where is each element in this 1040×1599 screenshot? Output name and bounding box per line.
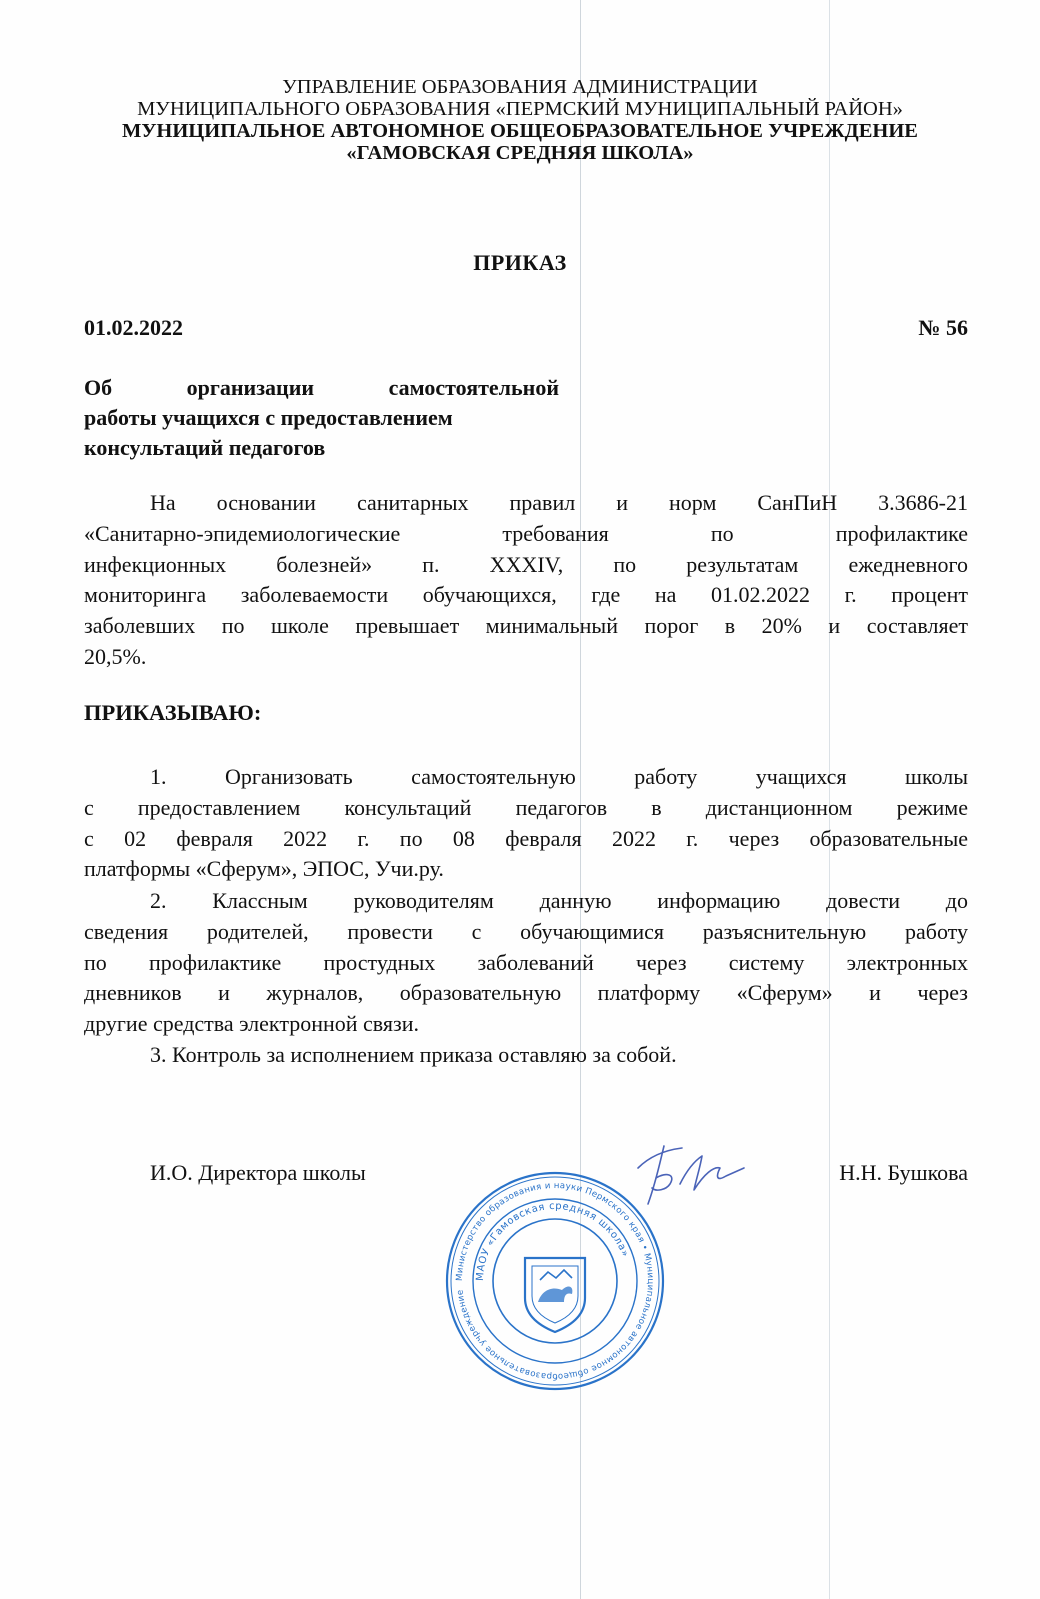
paragraph-line: с 02 февраля 2022 г. по 08 февраля 2022 г. через образовательные [84, 825, 968, 851]
signatory-role: И.О. Директора школы [150, 1160, 366, 1185]
seal-inner-text: МАОУ «Гамовская средняя школа» [474, 1200, 631, 1282]
header-line: МУНИЦИПАЛЬНОЕ АВТОНОМНОЕ ОБЩЕОБРАЗОВАТЕЛЬНОЕ УЧРЕЖДЕНИЕ [122, 120, 918, 142]
paragraph-line: сведения родителей, провести с обучающимися разъяснительную работу [84, 918, 968, 944]
document-title: ПРИКАЗ [473, 250, 567, 275]
paragraph-line: другие средства электронной связи. [84, 1011, 419, 1037]
order-heading: ПРИКАЗЫВАЮ: [84, 700, 262, 725]
paragraph-line: 20,5%. [84, 643, 147, 669]
paragraph-line: мониторинга заболеваемости обучающихся, где на 01.02.2022 г. процент [84, 582, 968, 608]
order-item-3 [84, 1040, 968, 1071]
paragraph-line: с предоставлением консультаций педагогов в дистанционном режиме [84, 794, 968, 820]
subject-line: консультаций педагогов [84, 435, 326, 460]
coat-of-arms-icon [525, 1258, 585, 1332]
header-line: «ГАМОВСКАЯ СРЕДНЯЯ ШКОЛА» [346, 142, 694, 164]
paragraph-line: 1. Организовать самостоятельную работу учащихся школы [150, 764, 968, 789]
document-date: 01.02.2022 [84, 315, 183, 340]
paragraph-line: заболевших по школе превышает минимальный порог в 20% и составляет [84, 613, 968, 639]
svg-text:МАОУ «Гамовская средняя школа» [475, 1201, 631, 1281]
subject-line: работы учащихся с предоставлением [84, 405, 453, 430]
order-item-1 [84, 762, 968, 885]
basis-paragraph [84, 488, 968, 673]
paragraph-line: по профилактике простудных заболеваний через систему электронных [84, 949, 968, 975]
paragraph-line: 2. Классным руководителям данную информацию довести до [150, 888, 968, 913]
subject-line: Об организации самостоятельной [84, 375, 559, 400]
paragraph-line: «Санитарно-эпидемиологические требования по профилактике [84, 520, 968, 546]
header-line: УПРАВЛЕНИЕ ОБРАЗОВАНИЯ АДМИНИСТРАЦИИ [282, 76, 758, 98]
order-subject [84, 373, 559, 463]
paragraph-line: 3. Контроль за исполнением приказа оставляю за собой. [150, 1042, 677, 1067]
paragraph-line: На основании санитарных правил и норм СанПиН 3.3686-21 [150, 490, 968, 515]
paragraph-line: платформы «Сферум», ЭПОС, Учи.ру. [84, 856, 444, 882]
institution-header [60, 76, 980, 164]
signatory-name: Н.Н. Бушкова [839, 1160, 968, 1185]
seal-outer-text: Министерство образования и науки Пермского края • Муниципальное автономное общеобразовательное учреждение [454, 1180, 656, 1382]
paragraph-line: инфекционных болезней» п. XXXIV, по результатам ежедневного [84, 551, 968, 577]
paragraph-line: дневников и журналов, образовательную платформу «Сферум» и через [84, 980, 968, 1006]
document-number: № 56 [918, 315, 968, 340]
order-item-2 [84, 886, 968, 1040]
official-seal [440, 1166, 670, 1396]
header-line: МУНИЦИПАЛЬНОГО ОБРАЗОВАНИЯ «ПЕРМСКИЙ МУНИЦИПАЛЬНЫЙ РАЙОН» [137, 98, 903, 120]
